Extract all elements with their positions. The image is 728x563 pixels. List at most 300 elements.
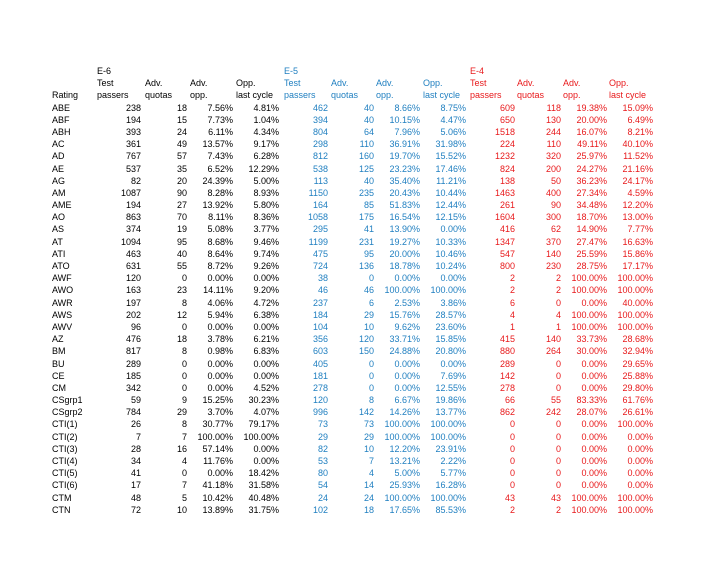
column-header: quotas bbox=[145, 90, 173, 101]
value-cell: 370 bbox=[545, 236, 561, 247]
value-cell: 23.60% bbox=[435, 321, 466, 332]
value-cell: 31.58% bbox=[248, 480, 279, 491]
value-cell: 200 bbox=[545, 163, 561, 174]
value-cell: 7.43% bbox=[207, 151, 233, 162]
value-cell: 7 bbox=[181, 480, 187, 491]
value-cell: 10.33% bbox=[435, 236, 466, 247]
value-cell: 194 bbox=[125, 200, 141, 211]
value-cell: 3.70% bbox=[207, 407, 233, 418]
value-cell: 2.22% bbox=[440, 456, 466, 466]
value-cell: 6.38% bbox=[253, 309, 279, 320]
value-cell: 242 bbox=[545, 407, 561, 418]
value-cell: 0.00% bbox=[394, 382, 420, 393]
value-cell: 100.00% bbox=[384, 285, 420, 296]
value-cell: 28.57% bbox=[435, 309, 466, 320]
column-header: opp. bbox=[190, 90, 208, 101]
value-cell: 0.00% bbox=[394, 358, 420, 369]
value-cell: 361 bbox=[125, 139, 141, 150]
value-cell: 113 bbox=[313, 175, 328, 186]
value-cell: 7.56% bbox=[207, 102, 233, 113]
rating-cell: ATI bbox=[52, 248, 66, 259]
value-cell: 295 bbox=[312, 224, 328, 235]
value-cell: 15.25% bbox=[202, 395, 233, 406]
value-cell: 0 bbox=[555, 456, 561, 466]
value-cell: 0.00% bbox=[581, 468, 607, 479]
rating-cell: AM bbox=[52, 187, 66, 198]
value-cell: 24.27% bbox=[576, 163, 607, 174]
value-cell: 15.85% bbox=[435, 334, 466, 345]
value-cell: 15.52% bbox=[435, 151, 466, 162]
value-cell: 50 bbox=[550, 175, 561, 186]
value-cell: 0 bbox=[509, 456, 515, 466]
value-cell: 15.86% bbox=[622, 248, 653, 259]
value-cell: 25.88% bbox=[622, 370, 653, 381]
value-cell: 1150 bbox=[308, 187, 328, 198]
column-header: Adv. bbox=[331, 78, 349, 89]
value-cell: 812 bbox=[312, 151, 328, 162]
value-cell: 8.68% bbox=[207, 236, 233, 247]
value-cell: 5.08% bbox=[207, 224, 233, 235]
value-cell: 1199 bbox=[308, 236, 328, 247]
value-cell: 538 bbox=[312, 163, 328, 174]
rating-cell: CSgrp2 bbox=[52, 407, 83, 418]
value-cell: 230 bbox=[545, 261, 561, 271]
value-cell: 12 bbox=[176, 309, 187, 320]
value-cell: 30.23% bbox=[248, 395, 279, 406]
value-cell: 49.11% bbox=[577, 139, 607, 150]
value-cell: 35.40% bbox=[389, 175, 420, 186]
value-cell: 0.00% bbox=[581, 358, 607, 369]
value-cell: 2 bbox=[509, 504, 515, 515]
value-cell: 19.38% bbox=[576, 102, 607, 113]
value-cell: 136 bbox=[358, 261, 374, 271]
value-cell: 6.52% bbox=[207, 163, 233, 174]
value-cell: 0.00% bbox=[440, 224, 466, 235]
value-cell: 238 bbox=[125, 102, 141, 113]
value-cell: 18.42% bbox=[248, 468, 279, 479]
value-cell: 26 bbox=[130, 419, 141, 430]
value-cell: 863 bbox=[125, 212, 141, 223]
value-cell: 0.00% bbox=[253, 358, 279, 369]
value-cell: 35 bbox=[176, 163, 187, 174]
value-cell: 28.75% bbox=[576, 261, 607, 271]
value-cell: 0 bbox=[555, 297, 561, 308]
column-header: Opp. bbox=[423, 78, 443, 89]
value-cell: 6.21% bbox=[253, 334, 279, 345]
value-cell: 29 bbox=[363, 309, 374, 320]
value-cell: 125 bbox=[358, 163, 374, 174]
value-cell: 13.21% bbox=[389, 456, 420, 466]
value-cell: 278 bbox=[312, 382, 328, 393]
value-cell: 34.48% bbox=[576, 200, 607, 211]
value-cell: 184 bbox=[312, 309, 328, 320]
rating-cell: CE bbox=[52, 370, 65, 381]
value-cell: 10.44% bbox=[435, 187, 466, 198]
value-cell: 102 bbox=[312, 504, 328, 515]
rating-cell: CTI(3) bbox=[52, 443, 78, 454]
value-cell: 12.15% bbox=[435, 212, 466, 223]
value-cell: 7.96% bbox=[394, 126, 420, 137]
value-cell: 33.73% bbox=[576, 334, 607, 345]
value-cell: 6.49% bbox=[627, 114, 653, 125]
value-cell: 32.94% bbox=[622, 346, 653, 357]
value-cell: 15.09% bbox=[622, 102, 653, 113]
column-header: passers bbox=[470, 90, 502, 101]
value-cell: 4.47% bbox=[440, 114, 466, 125]
rating-cell: CTI(1) bbox=[52, 419, 78, 430]
value-cell: 547 bbox=[499, 248, 515, 259]
value-cell: 17 bbox=[130, 480, 141, 491]
value-cell: 29 bbox=[317, 431, 328, 442]
value-cell: 463 bbox=[125, 248, 141, 259]
value-cell: 0.00% bbox=[253, 370, 279, 381]
value-cell: 23.91% bbox=[435, 443, 466, 454]
value-cell: 83.33% bbox=[576, 395, 607, 406]
value-cell: 14 bbox=[363, 480, 374, 491]
value-cell: 100.00% bbox=[571, 504, 607, 515]
rating-cell: CM bbox=[52, 382, 66, 393]
value-cell: 10 bbox=[176, 504, 187, 515]
value-cell: 27 bbox=[176, 200, 187, 211]
value-cell: 33.71% bbox=[389, 334, 420, 345]
value-cell: 8.66% bbox=[394, 102, 420, 113]
value-cell: 13.00% bbox=[622, 212, 653, 223]
value-cell: 5.00% bbox=[394, 468, 420, 479]
value-cell: 10.24% bbox=[435, 261, 466, 271]
value-cell: 18.70% bbox=[576, 212, 607, 223]
value-cell: 40 bbox=[363, 114, 374, 125]
value-cell: 2 bbox=[555, 285, 561, 296]
rating-cell: CTN bbox=[52, 504, 71, 515]
value-cell: 19.70% bbox=[389, 151, 420, 162]
value-cell: 5.00% bbox=[253, 175, 279, 186]
value-cell: 4.52% bbox=[253, 382, 279, 393]
value-cell: 41 bbox=[363, 224, 374, 235]
value-cell: 138 bbox=[499, 175, 515, 186]
column-header: Adv. bbox=[517, 78, 535, 89]
value-cell: 0.00% bbox=[394, 370, 420, 381]
value-cell: 0 bbox=[555, 443, 561, 454]
rating-cell: AWR bbox=[52, 297, 73, 308]
value-cell: 20.00% bbox=[389, 248, 420, 259]
value-cell: 164 bbox=[312, 200, 328, 211]
value-cell: 0.00% bbox=[207, 358, 233, 369]
value-cell: 100.00% bbox=[617, 273, 653, 284]
value-cell: 73 bbox=[317, 419, 328, 430]
rating-header: Rating bbox=[52, 90, 79, 101]
value-cell: 4 bbox=[181, 456, 187, 466]
value-cell: 73 bbox=[363, 419, 374, 430]
value-cell: 5.80% bbox=[253, 200, 279, 211]
value-cell: 7.77% bbox=[627, 224, 653, 235]
value-cell: 18 bbox=[176, 102, 187, 113]
value-cell: 415 bbox=[499, 334, 515, 345]
value-cell: 150 bbox=[358, 346, 374, 357]
value-cell: 996 bbox=[312, 407, 328, 418]
value-cell: 14.90% bbox=[576, 224, 607, 235]
value-cell: 393 bbox=[125, 126, 141, 137]
value-cell: 26.61% bbox=[622, 407, 653, 418]
value-cell: 24 bbox=[363, 492, 374, 503]
value-cell: 8.21% bbox=[627, 126, 653, 137]
value-cell: 62 bbox=[550, 224, 561, 235]
value-cell: 5 bbox=[181, 492, 187, 503]
value-cell: 0.00% bbox=[253, 321, 279, 332]
value-cell: 100.00% bbox=[430, 431, 466, 442]
rating-cell: CTI(2) bbox=[52, 431, 78, 442]
value-cell: 1087 bbox=[120, 187, 141, 198]
rating-cell: AME bbox=[52, 200, 72, 211]
value-cell: 300 bbox=[545, 212, 561, 223]
value-cell: 0 bbox=[555, 480, 561, 491]
value-cell: 13.90% bbox=[389, 224, 420, 235]
value-cell: 1463 bbox=[494, 187, 515, 198]
value-cell: 0.00% bbox=[627, 443, 653, 454]
value-cell: 41 bbox=[130, 468, 141, 479]
value-cell: 25.59% bbox=[576, 248, 607, 259]
value-cell: 609 bbox=[499, 102, 515, 113]
value-cell: 537 bbox=[125, 163, 141, 174]
grade-header: E-4 bbox=[470, 66, 485, 76]
value-cell: 100.00% bbox=[197, 431, 233, 442]
value-cell: 100.00% bbox=[571, 492, 607, 503]
value-cell: 28.68% bbox=[622, 334, 653, 345]
value-cell: 20.00% bbox=[576, 114, 607, 125]
value-cell: 66 bbox=[504, 395, 515, 406]
value-cell: 17.46% bbox=[435, 163, 466, 174]
value-cell: 462 bbox=[312, 102, 328, 113]
value-cell: 2 bbox=[509, 273, 515, 284]
value-cell: 185 bbox=[125, 370, 141, 381]
value-cell: 0.00% bbox=[627, 468, 653, 479]
value-cell: 0.00% bbox=[581, 370, 607, 381]
value-cell: 100.00% bbox=[617, 504, 653, 515]
value-cell: 5.94% bbox=[207, 309, 233, 320]
value-cell: 0 bbox=[555, 431, 561, 442]
rating-cell: CTM bbox=[52, 492, 72, 503]
value-cell: 95 bbox=[176, 236, 187, 247]
value-cell: 27.34% bbox=[576, 187, 607, 198]
value-cell: 25.93% bbox=[389, 480, 420, 491]
value-cell: 0 bbox=[509, 443, 515, 454]
value-cell: 416 bbox=[499, 224, 515, 235]
value-cell: 2 bbox=[555, 273, 561, 284]
value-cell: 23 bbox=[176, 285, 187, 296]
rating-cell: AWS bbox=[52, 309, 73, 320]
value-cell: 38 bbox=[317, 273, 328, 284]
value-cell: 10.15% bbox=[389, 114, 420, 125]
value-cell: 29 bbox=[363, 431, 374, 442]
value-cell: 2 bbox=[555, 504, 561, 515]
value-cell: 0 bbox=[181, 321, 187, 332]
value-cell: 181 bbox=[312, 370, 328, 381]
value-cell: 20.43% bbox=[389, 187, 420, 198]
rating-cell: CSgrp1 bbox=[52, 395, 83, 406]
value-cell: 43 bbox=[504, 492, 515, 503]
value-cell: 110 bbox=[359, 139, 374, 150]
value-cell: 80 bbox=[317, 468, 328, 479]
value-cell: 394 bbox=[312, 114, 328, 125]
value-cell: 0.98% bbox=[207, 346, 233, 357]
value-cell: 0 bbox=[509, 431, 515, 442]
value-cell: 197 bbox=[125, 297, 141, 308]
value-cell: 24 bbox=[176, 126, 187, 137]
value-cell: 100.00% bbox=[617, 492, 653, 503]
value-cell: 31.98% bbox=[435, 139, 466, 150]
value-cell: 631 bbox=[125, 261, 141, 271]
rating-cell: AWF bbox=[52, 273, 72, 284]
value-cell: 15.76% bbox=[389, 309, 420, 320]
value-cell: 57 bbox=[176, 151, 187, 162]
value-cell: 175 bbox=[358, 212, 374, 223]
value-cell: 51.83% bbox=[389, 200, 420, 211]
value-cell: 6 bbox=[368, 297, 374, 308]
value-cell: 374 bbox=[125, 224, 141, 235]
value-cell: 28.07% bbox=[576, 407, 607, 418]
value-cell: 7 bbox=[368, 456, 374, 466]
value-cell: 0 bbox=[368, 358, 374, 369]
value-cell: 82 bbox=[130, 175, 141, 186]
value-cell: 100.00% bbox=[430, 492, 466, 503]
rating-cell: AE bbox=[52, 163, 65, 174]
value-cell: 16.63% bbox=[622, 236, 653, 247]
value-cell: 9.74% bbox=[253, 248, 279, 259]
value-cell: 800 bbox=[499, 261, 515, 271]
value-cell: 0.00% bbox=[627, 456, 653, 466]
value-cell: 0.00% bbox=[253, 273, 279, 284]
value-cell: 46 bbox=[317, 285, 328, 296]
value-cell: 95 bbox=[363, 248, 374, 259]
value-cell: 19.27% bbox=[389, 236, 420, 247]
value-cell: 13.77% bbox=[435, 407, 466, 418]
column-header: opp. bbox=[376, 90, 394, 101]
value-cell: 0 bbox=[181, 468, 187, 479]
grade-header: E-6 bbox=[97, 66, 112, 76]
value-cell: 8.93% bbox=[253, 187, 279, 198]
value-cell: 0 bbox=[555, 358, 561, 369]
value-cell: 21.16% bbox=[622, 163, 653, 174]
value-cell: 5.06% bbox=[440, 126, 466, 137]
value-cell: 53 bbox=[317, 456, 328, 466]
value-cell: 72 bbox=[130, 504, 141, 515]
rating-cell: CTI(6) bbox=[52, 480, 78, 491]
rating-cell: AO bbox=[52, 212, 66, 223]
value-cell: 142 bbox=[358, 407, 374, 418]
value-cell: 405 bbox=[312, 358, 328, 369]
value-cell: 10.46% bbox=[435, 248, 466, 259]
value-cell: 2.53% bbox=[394, 297, 420, 308]
value-cell: 10.42% bbox=[202, 492, 233, 503]
value-cell: 4.81% bbox=[253, 102, 279, 113]
value-cell: 30.77% bbox=[202, 419, 233, 430]
value-cell: 235 bbox=[358, 187, 374, 198]
value-cell: 475 bbox=[312, 248, 328, 259]
value-cell: 0.00% bbox=[581, 431, 607, 442]
value-cell: 12.20% bbox=[389, 443, 420, 454]
value-cell: 0 bbox=[368, 370, 374, 381]
value-cell: 862 bbox=[499, 407, 515, 418]
value-cell: 3.78% bbox=[207, 334, 233, 345]
value-cell: 0.00% bbox=[253, 443, 279, 454]
value-cell: 7.73% bbox=[207, 114, 233, 125]
value-cell: 0 bbox=[555, 382, 561, 393]
column-header: Adv. bbox=[563, 78, 581, 89]
value-cell: 278 bbox=[499, 382, 515, 393]
value-cell: 14.11% bbox=[203, 285, 233, 296]
value-cell: 29.65% bbox=[622, 358, 653, 369]
value-cell: 57.14% bbox=[202, 443, 233, 454]
rating-cell: ABE bbox=[52, 102, 71, 113]
value-cell: 0 bbox=[368, 382, 374, 393]
value-cell: 64 bbox=[363, 126, 374, 137]
value-cell: 6.83% bbox=[253, 346, 279, 357]
value-cell: 100.00% bbox=[617, 285, 653, 296]
value-cell: 17.17% bbox=[622, 261, 653, 271]
value-cell: 34 bbox=[130, 456, 141, 466]
value-cell: 82 bbox=[317, 443, 328, 454]
value-cell: 130 bbox=[545, 114, 561, 125]
value-cell: 17.65% bbox=[389, 504, 420, 515]
value-cell: 24.39% bbox=[202, 175, 233, 186]
value-cell: 11.52% bbox=[623, 151, 653, 162]
value-cell: 29 bbox=[176, 407, 187, 418]
value-cell: 160 bbox=[358, 151, 374, 162]
value-cell: 100.00% bbox=[617, 309, 653, 320]
column-header: last cycle bbox=[236, 90, 274, 101]
value-cell: 140 bbox=[545, 248, 561, 259]
value-cell: 4 bbox=[555, 309, 561, 320]
value-cell: 118 bbox=[546, 102, 561, 113]
column-header: quotas bbox=[331, 90, 359, 101]
value-cell: 1058 bbox=[307, 212, 328, 223]
value-cell: 9.17% bbox=[253, 139, 279, 150]
value-cell: 31.75% bbox=[248, 504, 279, 515]
rating-cell: AG bbox=[52, 175, 66, 186]
value-cell: 85.53% bbox=[435, 504, 466, 515]
value-cell: 6.11% bbox=[208, 126, 233, 137]
value-cell: 8 bbox=[181, 419, 187, 430]
value-cell: 13.89% bbox=[202, 504, 233, 515]
column-header: Test bbox=[284, 78, 301, 89]
value-cell: 49 bbox=[176, 139, 187, 150]
value-cell: 12.29% bbox=[248, 163, 279, 174]
value-cell: 0 bbox=[509, 480, 515, 491]
value-cell: 70 bbox=[176, 212, 187, 223]
value-cell: 0 bbox=[368, 273, 374, 284]
value-cell: 8 bbox=[181, 297, 187, 308]
value-cell: 12.20% bbox=[622, 200, 653, 211]
value-cell: 342 bbox=[125, 382, 141, 393]
value-cell: 36.23% bbox=[576, 175, 607, 186]
value-cell: 0 bbox=[181, 382, 187, 393]
value-cell: 476 bbox=[125, 334, 141, 345]
value-cell: 880 bbox=[499, 346, 515, 357]
column-header: last cycle bbox=[423, 90, 461, 101]
value-cell: 202 bbox=[125, 309, 141, 320]
value-cell: 14.26% bbox=[389, 407, 420, 418]
value-cell: 18.78% bbox=[389, 261, 420, 271]
value-cell: 10 bbox=[363, 443, 374, 454]
value-cell: 804 bbox=[312, 126, 328, 137]
value-cell: 28 bbox=[130, 443, 141, 454]
value-cell: 110 bbox=[546, 139, 561, 150]
value-cell: 140 bbox=[545, 334, 561, 345]
value-cell: 8.36% bbox=[253, 212, 279, 223]
value-cell: 4 bbox=[368, 468, 374, 479]
value-cell: 0 bbox=[181, 273, 187, 284]
value-cell: 24.17% bbox=[622, 175, 653, 186]
value-cell: 19.86% bbox=[435, 395, 466, 406]
